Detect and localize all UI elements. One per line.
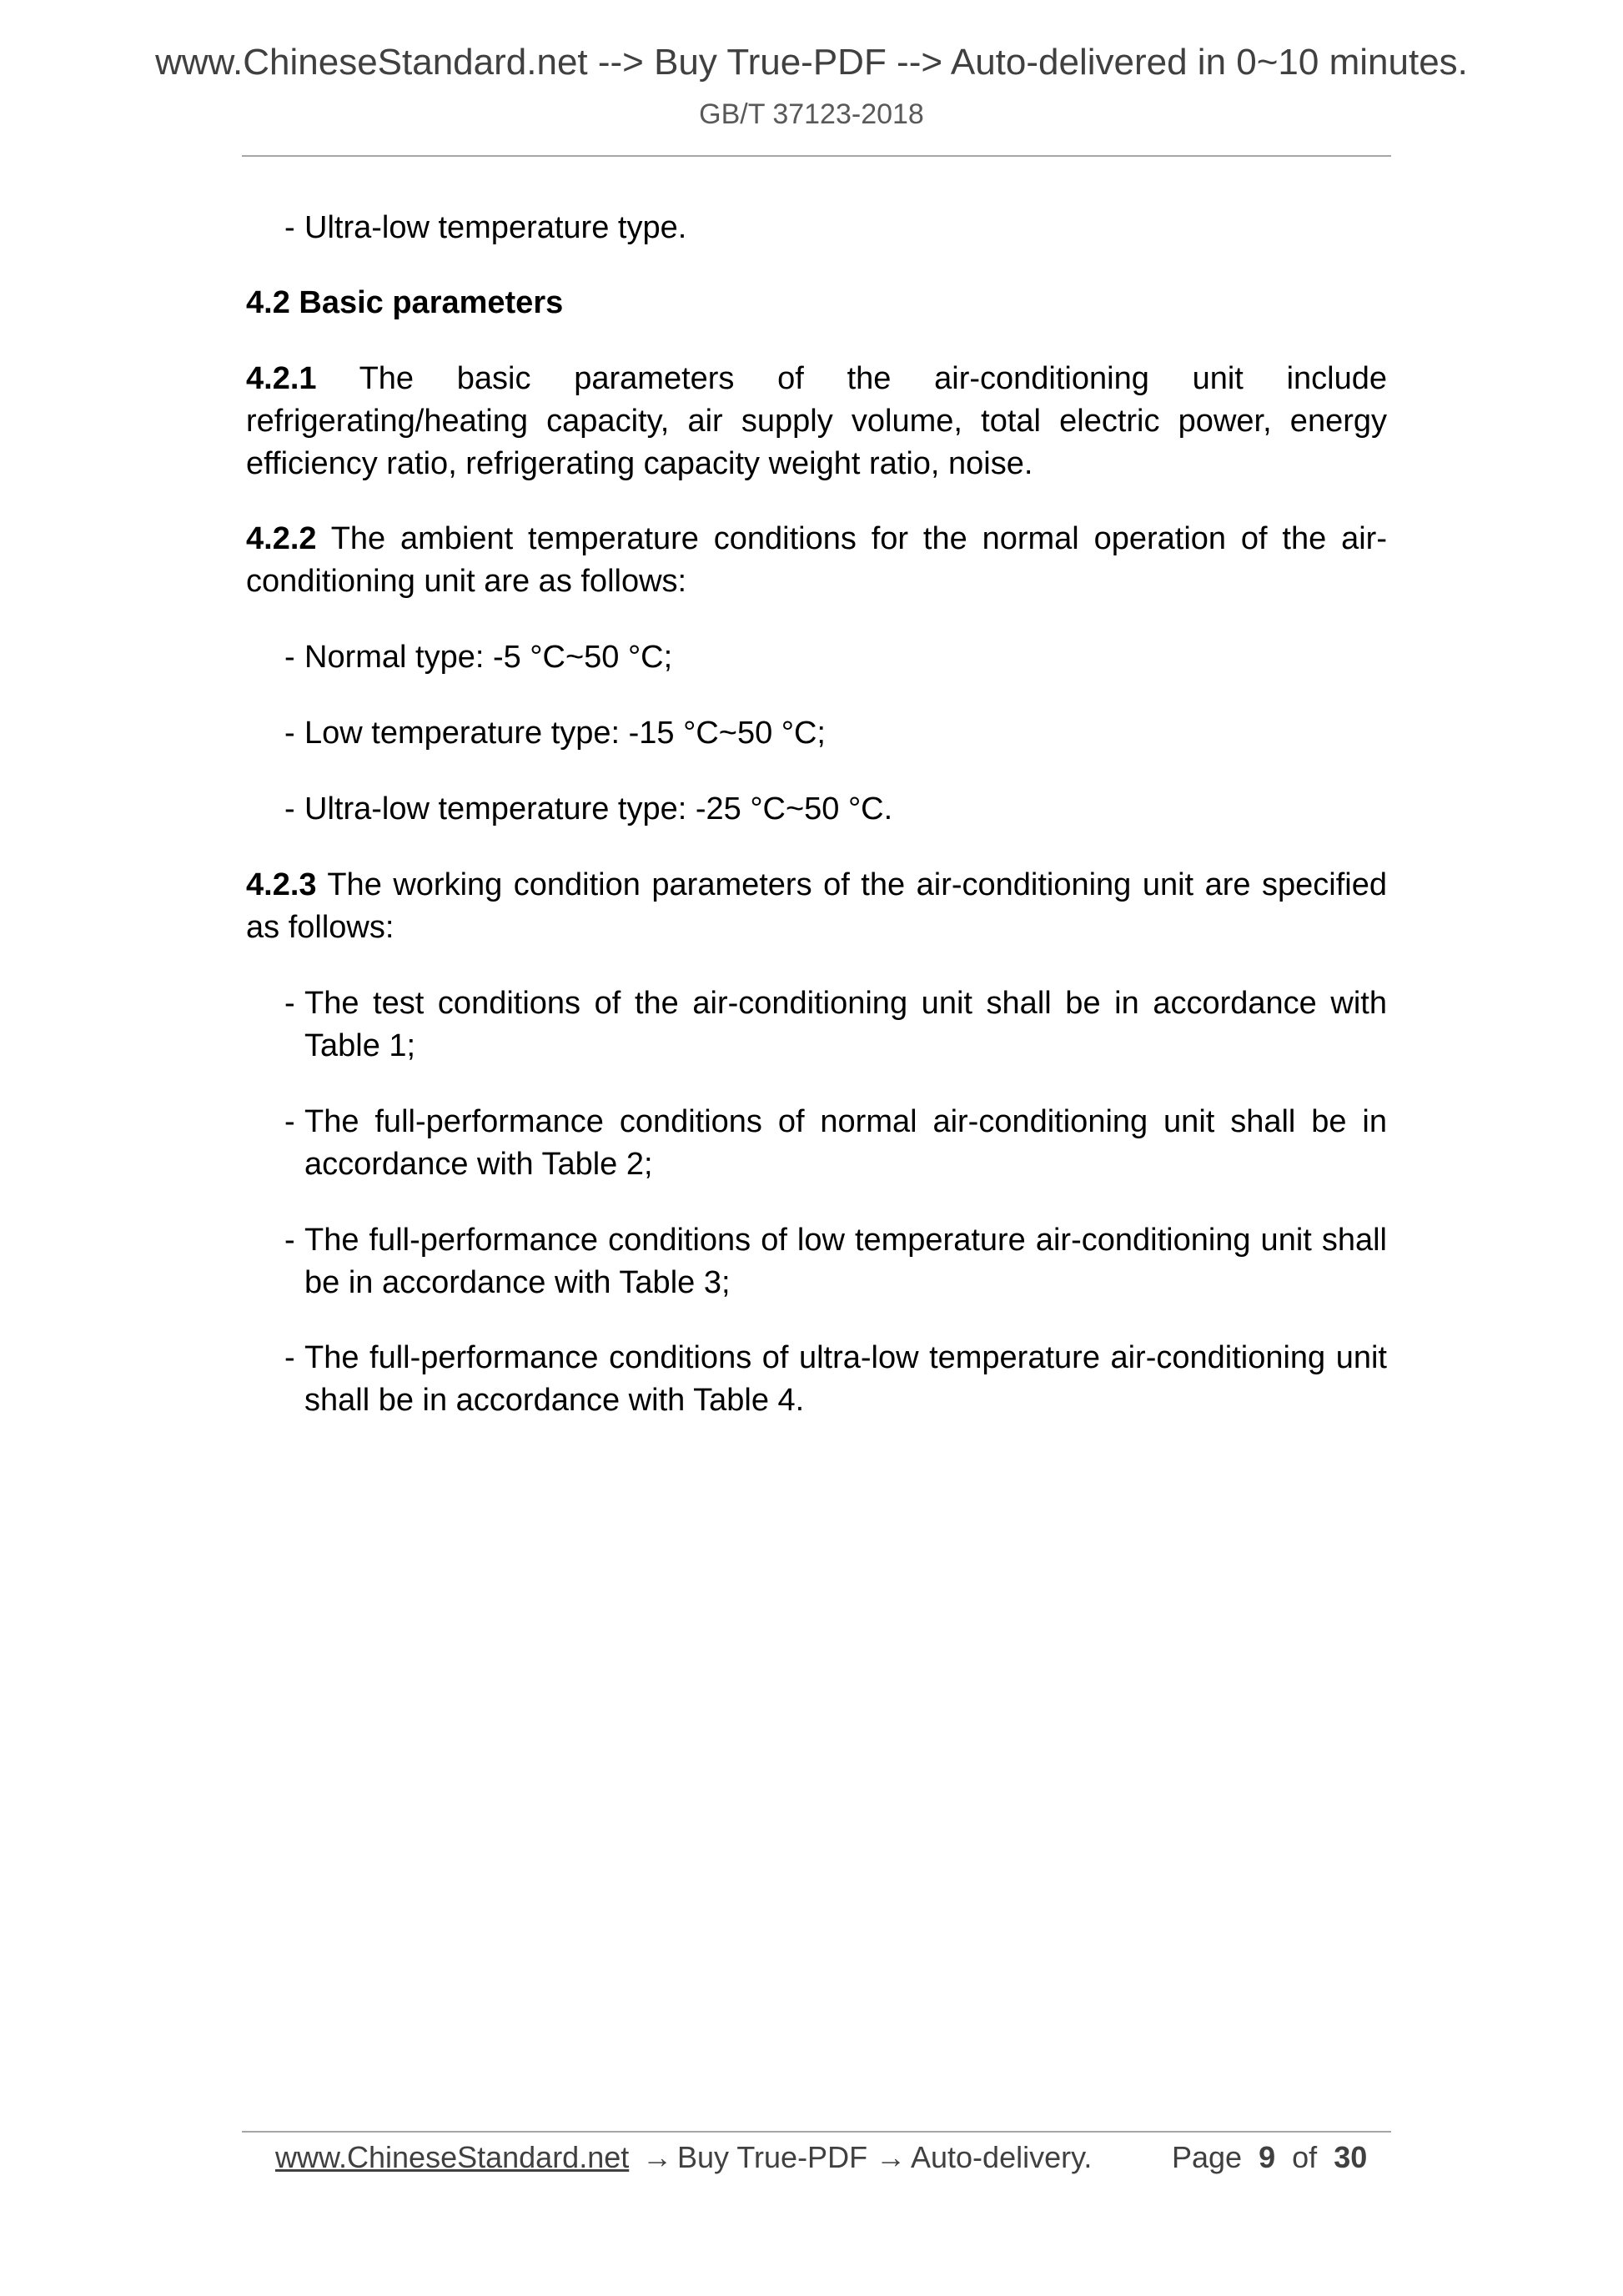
list-dash: - (284, 1104, 295, 1139)
list-item-text: The test conditions of the air-conditioning unit shall be in accordance with Table 1; (304, 986, 1387, 1063)
right-arrow-icon: → (876, 2140, 906, 2174)
list-item (246, 1337, 1387, 1422)
list-item-text: Low temperature type: -15 °C~50 °C; (304, 716, 826, 751)
list-dash: - (284, 1223, 295, 1258)
paragraph-4-2-1 (246, 358, 1387, 485)
list-item (246, 1101, 1387, 1186)
list-item-text: Normal type: -5 °C~50 °C; (304, 640, 673, 675)
paragraph-text: The ambient temperature conditions for the normal operation of the air-conditioning unit are as follows: (246, 521, 1387, 599)
footer-divider (242, 2131, 1391, 2133)
clause-number: 4.2.3 (246, 867, 317, 902)
clause-number: 4.2.1 (246, 361, 317, 396)
footer-buy-text: Buy True-PDF (677, 2140, 868, 2174)
of-label: of (1292, 2140, 1318, 2174)
list-dash: - (284, 986, 295, 1021)
list-item (246, 788, 1387, 831)
footer-delivery-text: Auto-delivery. (911, 2140, 1093, 2174)
right-arrow-icon: → (642, 2140, 672, 2174)
page-number: 9 (1259, 2140, 1276, 2174)
paragraph-text: The basic parameters of the air-conditioning unit include refrigerating/heating capacity, air supply volume, total electric power, energy efficiency ratio, refrigerating capacity weight ratio, noise. (246, 361, 1387, 481)
paragraph-text: The working condition parameters of the air-conditioning unit are specified as follows: (246, 867, 1387, 945)
page-indicator (1172, 2140, 1367, 2175)
list-dash: - (284, 716, 295, 751)
list-item-text: The full-performance conditions of low temperature air-conditioning unit shall be in accordance with Table 3; (304, 1223, 1387, 1300)
list-item-text: Ultra-low temperature type: -25 °C~50 °C. (304, 791, 893, 826)
list-item (246, 636, 1387, 679)
list-item (246, 1219, 1387, 1304)
standard-code: GB/T 37123-2018 (699, 98, 924, 130)
list-dash: - (284, 640, 295, 675)
paragraph-4-2-2 (246, 518, 1387, 603)
list-item (246, 207, 1387, 249)
header-divider (242, 155, 1391, 157)
list-item (246, 712, 1387, 755)
total-pages: 30 (1334, 2140, 1368, 2174)
page-footer (275, 2133, 1368, 2180)
list-dash: - (284, 210, 295, 245)
list-item-text: The full-performance conditions of ultra-low temperature air-conditioning unit shall be in accordance with Table 4. (304, 1340, 1387, 1418)
paragraph-4-2-3 (246, 864, 1387, 949)
list-dash: - (284, 1340, 295, 1375)
list-item-text: Ultra-low temperature type. (304, 210, 687, 245)
header-banner: www.ChineseStandard.net --> Buy True-PDF --> Auto-delivered in 0~10 minutes. (155, 42, 1468, 83)
list-dash: - (284, 791, 295, 826)
section-heading: 4.2 Basic parameters (246, 285, 564, 320)
list-item (246, 982, 1387, 1068)
list-item-text: The full-performance conditions of normal air-conditioning unit shall be in accordance with Table 2; (304, 1104, 1387, 1182)
footer-site-link[interactable]: www.ChineseStandard.net (275, 2140, 630, 2174)
clause-number: 4.2.2 (246, 521, 317, 556)
page-label: Page (1172, 2140, 1243, 2174)
